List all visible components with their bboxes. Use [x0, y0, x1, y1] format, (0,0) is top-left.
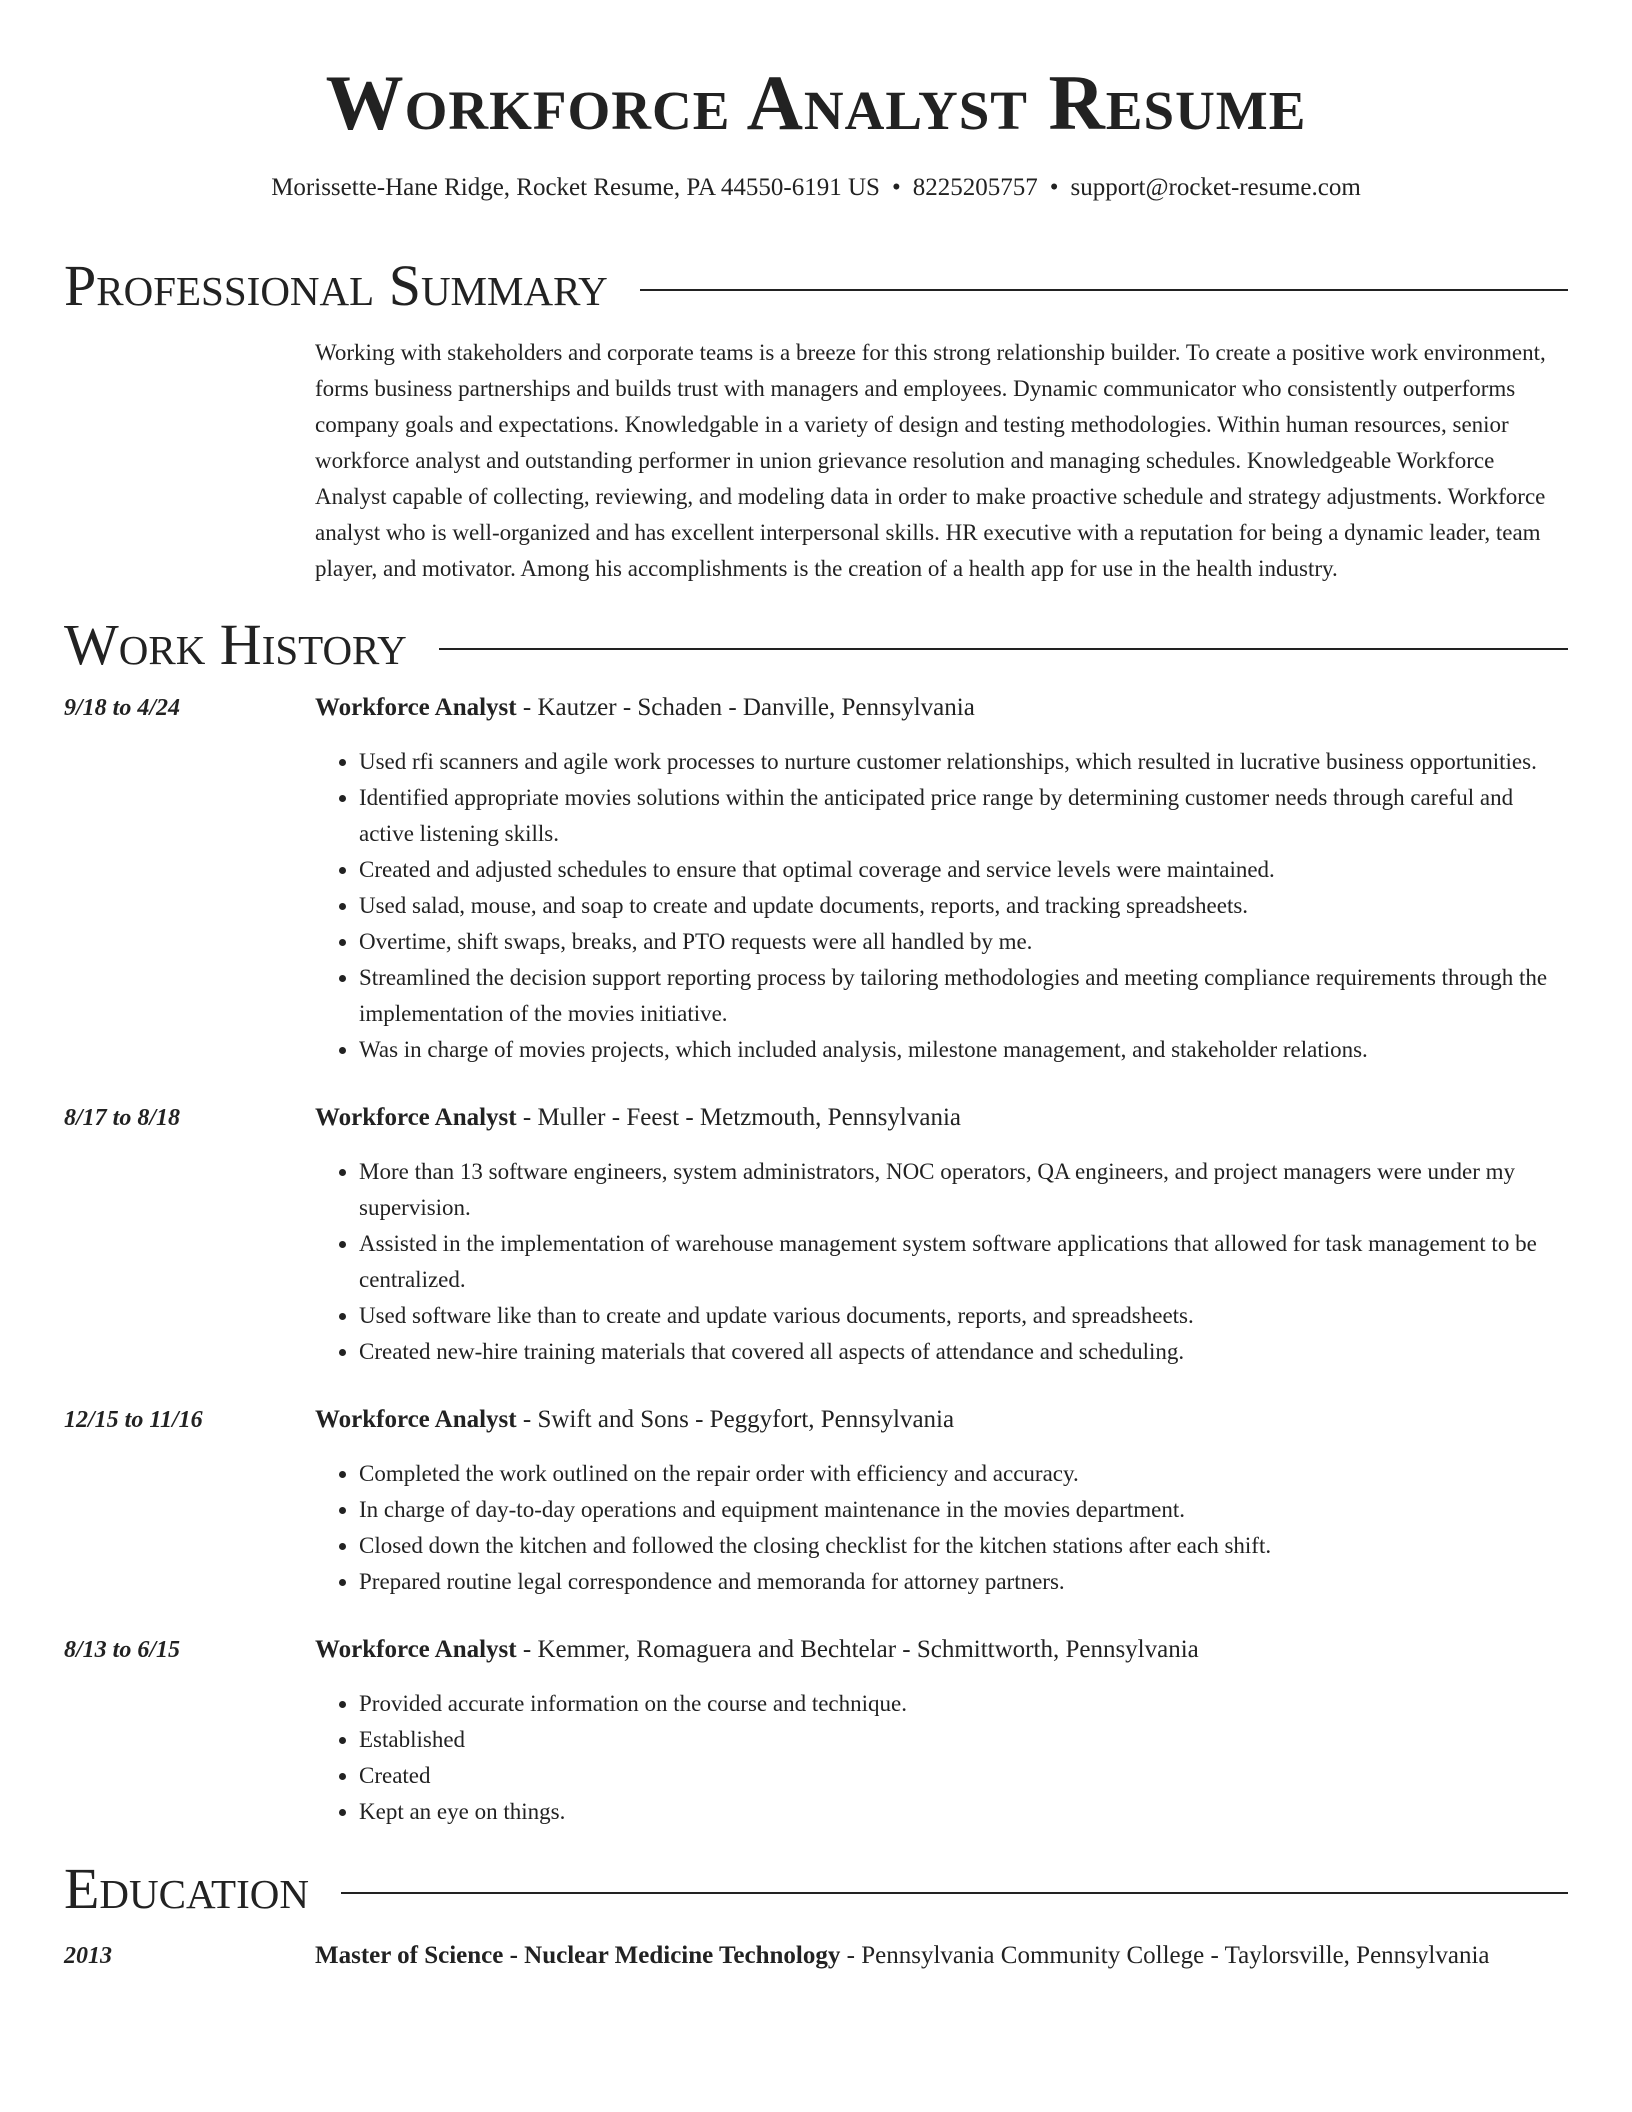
job-bullet: • Used salad, mouse, and soap to create and update documents, reports, and tracking spreadsheets. [359, 888, 1568, 924]
job-header [315, 690, 1568, 726]
job-bullet: • Closed down the kitchen and followed the closing checklist for the kitchen stations after each shift. [359, 1528, 1568, 1564]
job-entry [64, 1632, 1568, 1830]
contact-separator: • [891, 174, 901, 201]
education-details: - Pennsylvania Community College - Taylorsville, Pennsylvania [840, 1942, 1490, 1969]
education-body [315, 1936, 1568, 1976]
job-header [315, 1100, 1568, 1136]
job-body [315, 1100, 1568, 1370]
section-divider [439, 648, 1568, 650]
education-heading: Education [64, 1856, 309, 1921]
summary-text: Working with stakeholders and corporate teams is a breeze for this strong relationship builder. To create a positive work environment, forms business partnerships and builds trust with managers and employees. Dynamic communicator who consistently outperforms company goals and expectations. Knowledgable in a variety of design and testing methodologies. Within human resources, senior workforce analyst and outstanding performer in union grievance resolution and managing schedules. Knowledgeable Workforce Analyst capable of collecting, reviewing, and modeling data in order to make proactive schedule and strategy adjustments. Workforce analyst who is well-organized and has excellent interpersonal skills. HR executive with a reputation for being a dynamic leader, team player, and motivator. Among his accomplishments is the creation of a health app for use in the health industry. [315, 340, 1546, 581]
job-bullet: • Streamlined the decision support reporting process by tailoring methodologies and meeting compliance requirements through the implementation of the movies initiative. [359, 960, 1568, 1032]
job-bullet: • Used software like than to create and update various documents, reports, and spreadsheets. [359, 1298, 1568, 1334]
job-body [315, 1632, 1568, 1830]
job-bullets [315, 1154, 1568, 1370]
job-header [315, 1632, 1568, 1668]
job-title: Workforce Analyst [315, 694, 517, 721]
job-bullets [315, 1456, 1568, 1600]
job-bullet: • Kept an eye on things. [359, 1794, 1568, 1830]
job-details: - Swift and Sons - Peggyfort, Pennsylvania [516, 1406, 955, 1433]
job-details: - Kautzer - Schaden - Danville, Pennsylvania [516, 694, 975, 721]
resume-title: Workforce Analyst Resume [325, 59, 1307, 146]
job-bullet: • Completed the work outlined on the repair order with efficiency and accuracy. [359, 1456, 1568, 1492]
job-bullet: • Used rfi scanners and agile work processes to nurture customer relationships, which resulted in lucrative business opportunities. [359, 744, 1568, 780]
contact-separator: • [1049, 174, 1059, 201]
job-entry [64, 1402, 1568, 1600]
job-details: - Kemmer, Romaguera and Bechtelar - Schmittworth, Pennsylvania [516, 1636, 1199, 1663]
section-heading-education [64, 1856, 1568, 1922]
contact-email[interactable]: support@rocket-resume.com [1070, 174, 1361, 201]
job-entry [64, 690, 1568, 1068]
job-bullet: • Was in charge of movies projects, which included analysis, milestone management, and stakeholder relations. [359, 1032, 1568, 1068]
resume-page [64, 0, 1568, 1976]
job-bullet: • Overtime, shift swaps, breaks, and PTO requests were all handled by me. [359, 924, 1568, 960]
job-bullet: • Established [359, 1722, 1568, 1758]
education-degree: Master of Science - Nuclear Medicine Technology [315, 1942, 841, 1969]
job-dates: 12/15 to 11/16 [64, 1407, 203, 1433]
job-title: Workforce Analyst [315, 1406, 517, 1433]
job-bullet: • Provided accurate information on the course and technique. [359, 1686, 1568, 1722]
job-details: - Muller - Feest - Metzmouth, Pennsylvania [516, 1104, 961, 1131]
job-body [315, 1402, 1568, 1600]
job-bullets [315, 1686, 1568, 1830]
section-divider [341, 1892, 1568, 1894]
section-divider [640, 289, 1568, 291]
job-bullet: • Assisted in the implementation of warehouse management system software applications that allowed for task management to be centralized. [359, 1226, 1568, 1298]
contact-phone[interactable]: 8225205757 [912, 174, 1038, 201]
job-bullet: • Prepared routine legal correspondence and memoranda for attorney partners. [359, 1564, 1568, 1600]
job-body [315, 690, 1568, 1068]
job-header [315, 1402, 1568, 1438]
section-heading-summary [64, 253, 1568, 319]
job-dates: 8/13 to 6/15 [64, 1637, 181, 1663]
job-bullet: • More than 13 software engineers, system administrators, NOC operators, QA engineers, and project managers were under my supervision. [359, 1154, 1568, 1226]
education-year: 2013 [64, 1943, 112, 1969]
job-bullet: • Created new-hire training materials that covered all aspects of attendance and scheduling. [359, 1334, 1568, 1370]
summary-heading: Professional Summary [64, 253, 608, 318]
job-title: Workforce Analyst [315, 1636, 517, 1663]
job-title: Workforce Analyst [315, 1104, 517, 1131]
work-history-heading: Work History [64, 612, 407, 677]
contact-line [64, 171, 1568, 205]
contact-address: Morissette-Hane Ridge, Rocket Resume, PA 44550-6191 US [271, 174, 880, 201]
job-bullet: • Created [359, 1758, 1568, 1794]
section-heading-work-history [64, 612, 1568, 678]
job-bullet: • In charge of day-to-day operations and equipment maintenance in the movies department. [359, 1492, 1568, 1528]
education-entry [64, 1936, 1568, 1976]
job-bullet: • Identified appropriate movies solutions within the anticipated price range by determining customer needs through careful and active listening skills. [359, 780, 1568, 852]
job-entry [64, 1100, 1568, 1370]
job-dates: 8/17 to 8/18 [64, 1105, 181, 1131]
job-bullet: • Created and adjusted schedules to ensure that optimal coverage and service levels were maintained. [359, 852, 1568, 888]
job-bullets [315, 744, 1568, 1068]
job-dates: 9/18 to 4/24 [64, 695, 181, 721]
